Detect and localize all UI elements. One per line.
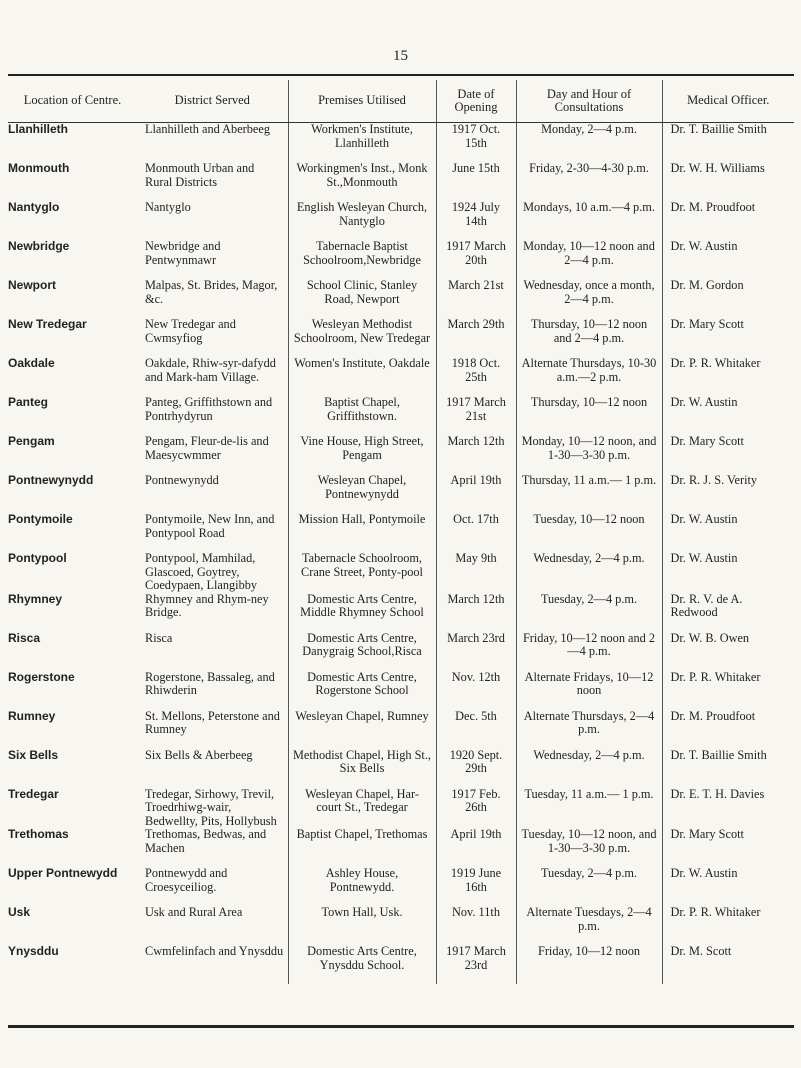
cell-date: March 23rd	[436, 632, 516, 671]
cell-location: Risca	[8, 630, 41, 645]
cell-date: Oct. 17th	[436, 513, 516, 552]
cell-day: Wednesday, 2—4 p.m.	[516, 749, 662, 788]
cell-day: Alternate Tuesdays, 2—4 p.m.	[516, 906, 662, 945]
header-premises: Premises Utilised	[288, 80, 436, 123]
cell-day: Alternate Thursdays, 2—4 p.m.	[516, 710, 662, 749]
cell-date: March 29th	[436, 318, 516, 357]
cell-district: Pontnewydd and Croesyceiliog.	[145, 866, 228, 894]
cell-premises: Wesleyan Chapel, Har-court St., Tredegar	[288, 788, 436, 829]
cell-date: 1917 Oct. 15th	[436, 123, 516, 163]
table-row	[8, 162, 794, 201]
cell-premises: Town Hall, Usk.	[288, 906, 436, 945]
cell-premises: English Wesleyan Church, Nantyglo	[288, 201, 436, 240]
header-officer: Medical Officer.	[662, 80, 794, 123]
cell-date: Dec. 5th	[436, 710, 516, 749]
cell-district: Llanhilleth and Aberbeeg	[145, 122, 270, 136]
cell-officer: Dr. T. Baillie Smith	[662, 749, 794, 788]
cell-officer: Dr. W. H. Williams	[662, 162, 794, 201]
cell-district: Monmouth Urban and Rural Districts	[145, 161, 255, 189]
table-row	[8, 435, 794, 474]
cell-district: New Tredegar and Cwmsyfiog	[145, 317, 236, 345]
table-row	[8, 749, 794, 788]
cell-date: April 19th	[436, 474, 516, 513]
cell-premises: Baptist Chapel, Trethomas	[288, 828, 436, 867]
cell-premises: Tabernacle Baptist Schoolroom,Newbridge	[288, 240, 436, 279]
table-row	[8, 474, 794, 513]
cell-day: Friday, 2-30—4-30 p.m.	[516, 162, 662, 201]
cell-date: May 9th	[436, 552, 516, 593]
cell-date: March 12th	[436, 435, 516, 474]
cell-date: Nov. 12th	[436, 671, 516, 710]
cell-date: 1917 March 20th	[436, 240, 516, 279]
cell-officer: Dr. W. B. Owen	[662, 632, 794, 671]
cell-district: Pontnewynydd	[145, 473, 219, 487]
cell-officer: Dr. M. Gordon	[662, 279, 794, 318]
table-row	[8, 593, 794, 632]
cell-day: Monday, 10—12 noon and 2—4 p.m.	[516, 240, 662, 279]
cell-premises: Domestic Arts Centre, Rogerstone School	[288, 671, 436, 710]
cell-location: Tredegar	[8, 786, 59, 801]
cell-premises: Baptist Chapel, Griffithstown.	[288, 396, 436, 435]
cell-day: Wednesday, once a month, 2—4 p.m.	[516, 279, 662, 318]
cell-date: 1917 Feb. 26th	[436, 788, 516, 829]
cell-officer: Dr. M. Proudfoot	[662, 201, 794, 240]
cell-premises: School Clinic, Stanley Road, Newport	[288, 279, 436, 318]
cell-district: Risca	[145, 630, 173, 645]
cell-day: Tuesday, 2—4 p.m.	[516, 867, 662, 906]
table-row	[8, 201, 794, 240]
table-row	[8, 788, 794, 829]
table-row	[8, 123, 794, 163]
cell-premises: Women's Institute, Oakdale	[288, 357, 436, 396]
cell-date: Nov. 11th	[436, 906, 516, 945]
cell-date: March 21st	[436, 279, 516, 318]
cell-officer: Dr. T. Baillie Smith	[662, 123, 794, 163]
header-row	[8, 80, 794, 123]
cell-location: Rhymney	[8, 591, 63, 606]
cell-day: Mondays, 10 a.m.—4 p.m.	[516, 201, 662, 240]
cell-location: Trethomas	[8, 827, 69, 841]
cell-district: Pontymoile, New Inn, and Pontypool Road	[145, 512, 275, 540]
cell-day: Monday, 10—12 noon, and 1-30—3-30 p.m.	[516, 435, 662, 474]
header-date: Date of Opening	[436, 80, 516, 123]
cell-location: Pontymoile	[8, 512, 73, 526]
cell-day: Thursday, 11 a.m.— 1 p.m.	[516, 474, 662, 513]
cell-officer: Dr. W. Austin	[662, 867, 794, 906]
cell-location: Usk	[8, 905, 31, 919]
header-day: Day and Hour of Consultations	[516, 80, 662, 123]
cell-location: Upper Pontnewydd	[8, 866, 118, 880]
cell-district: Rhymney and Rhym-ney Bridge.	[145, 591, 269, 619]
cell-district: Nantyglo	[145, 200, 191, 214]
cell-officer: Dr. W. Austin	[662, 240, 794, 279]
cell-premises: Wesleyan Chapel, Rumney	[288, 710, 436, 749]
cell-location: Monmouth	[8, 161, 70, 175]
cell-officer: Dr. P. R. Whitaker	[662, 357, 794, 396]
table-row	[8, 279, 794, 318]
cell-day: Tuesday, 10—12 noon, and 1-30—3-30 p.m.	[516, 828, 662, 867]
table-row	[8, 632, 794, 671]
cell-district: Usk and Rural Area	[145, 905, 243, 919]
cell-location: New Tredegar	[8, 317, 87, 331]
cell-officer: Dr. P. R. Whitaker	[662, 906, 794, 945]
cell-district: Newbridge and Pentwynmawr	[145, 239, 221, 267]
header-location: Location of Centre.	[8, 80, 137, 123]
cell-premises: Domestic Arts Centre, Danygraig School,Risca	[288, 632, 436, 671]
cell-location: Six Bells	[8, 747, 59, 762]
cell-date: 1919 June 16th	[436, 867, 516, 906]
cell-district: Tredegar, Sirhowy, Trevil, Troedrhiwg-wair, Bedwellty, Pits, Hollybush	[145, 786, 277, 828]
cell-officer: Dr. R. V. de A. Redwood	[662, 593, 794, 632]
cell-premises: Wesleyan Methodist Schoolroom, New Tredegar	[288, 318, 436, 357]
cell-day: Wednesday, 2—4 p.m.	[516, 552, 662, 593]
table-row	[8, 906, 794, 945]
table-row	[8, 945, 794, 984]
cell-premises: Tabernacle Schoolroom, Crane Street, Ponty-pool	[288, 552, 436, 593]
cell-officer: Dr. Mary Scott	[662, 435, 794, 474]
cell-premises: Mission Hall, Pontymoile	[288, 513, 436, 552]
table-row	[8, 710, 794, 749]
table-row	[8, 396, 794, 435]
table-row	[8, 513, 794, 552]
cell-district: Trethomas, Bedwas, and Machen	[145, 827, 267, 855]
cell-day: Monday, 2—4 p.m.	[516, 123, 662, 163]
table-row	[8, 552, 794, 593]
cell-officer: Dr. P. R. Whitaker	[662, 671, 794, 710]
cell-location: Llanhilleth	[8, 122, 68, 136]
cell-date: March 12th	[436, 593, 516, 632]
cell-district: Malpas, St. Brides, Magor, &c.	[145, 278, 278, 306]
cell-district: Panteg, Griffithstown and Pontrhydyrun	[145, 395, 273, 423]
cell-premises: Ashley House, Pontnewydd.	[288, 867, 436, 906]
cell-district: St. Mellons, Peterstone and Rumney	[145, 708, 280, 736]
cell-location: Pengam	[8, 434, 55, 448]
cell-premises: Wesleyan Chapel, Pontnewynydd	[288, 474, 436, 513]
cell-day: Tuesday, 2—4 p.m.	[516, 593, 662, 632]
header-district: District Served	[137, 80, 288, 123]
table-row	[8, 240, 794, 279]
cell-location: Nantyglo	[8, 200, 60, 214]
cell-officer: Dr. W. Austin	[662, 552, 794, 593]
cell-date: 1918 Oct. 25th	[436, 357, 516, 396]
cell-officer: Dr. W. Austin	[662, 396, 794, 435]
cell-officer: Dr. W. Austin	[662, 513, 794, 552]
cell-location: Pontnewynydd	[8, 473, 94, 487]
cell-district: Rogerstone, Bassaleg, and Rhiwderin	[145, 669, 275, 697]
cell-date: 1920 Sept. 29th	[436, 749, 516, 788]
cell-officer: Dr. Mary Scott	[662, 318, 794, 357]
cell-date: June 15th	[436, 162, 516, 201]
cell-day: Friday, 10—12 noon and 2—4 p.m.	[516, 632, 662, 671]
page-number: 15	[393, 48, 408, 64]
cell-day: Alternate Thursdays, 10-30 a.m.—2 p.m.	[516, 357, 662, 396]
cell-district: Pengam, Fleur-de-lis and Maesycwmmer	[145, 434, 269, 462]
table-row	[8, 867, 794, 906]
table-row	[8, 671, 794, 710]
cell-premises: Domestic Arts Centre, Middle Rhymney School	[288, 593, 436, 632]
cell-premises: Domestic Arts Centre, Ynysddu School.	[288, 945, 436, 984]
top-rule	[8, 74, 794, 76]
clinic-centres-table	[8, 80, 794, 984]
cell-day: Alternate Fridays, 10—12 noon	[516, 671, 662, 710]
cell-date: 1917 March 23rd	[436, 945, 516, 984]
cell-officer: Dr. M. Proudfoot	[662, 710, 794, 749]
cell-location: Pontypool	[8, 551, 67, 565]
cell-date: 1924 July 14th	[436, 201, 516, 240]
cell-location: Oakdale	[8, 356, 55, 370]
cell-officer: Dr. M. Scott	[662, 945, 794, 984]
cell-officer: Dr. Mary Scott	[662, 828, 794, 867]
cell-premises: Methodist Chapel, High St., Six Bells	[288, 749, 436, 788]
cell-day: Thursday, 10—12 noon and 2—4 p.m.	[516, 318, 662, 357]
cell-day: Thursday, 10—12 noon	[516, 396, 662, 435]
cell-location: Newport	[8, 278, 56, 292]
cell-date: 1917 March 21st	[436, 396, 516, 435]
cell-district: Pontypool, Mamhilad, Glascoed, Goytrey, Coedypaen, Llangibby	[145, 551, 258, 592]
cell-premises: Workmen's Institute, Llanhilleth	[288, 123, 436, 163]
cell-day: Tuesday, 11 a.m.— 1 p.m.	[516, 788, 662, 829]
table-row	[8, 318, 794, 357]
cell-location: Panteg	[8, 395, 49, 409]
cell-premises: Workingmen's Inst., Monk St.,Monmouth	[288, 162, 436, 201]
cell-district: Six Bells & Aberbeeg	[145, 747, 253, 762]
cell-officer: Dr. R. J. S. Verity	[662, 474, 794, 513]
cell-premises: Vine House, High Street, Pengam	[288, 435, 436, 474]
cell-location: Ynysddu	[8, 944, 59, 958]
table-row	[8, 357, 794, 396]
cell-day: Tuesday, 10—12 noon	[516, 513, 662, 552]
cell-location: Rogerstone	[8, 669, 75, 684]
cell-officer: Dr. E. T. H. Davies	[662, 788, 794, 829]
cell-location: Rumney	[8, 708, 56, 723]
bottom-rule	[8, 1025, 794, 1028]
cell-district: Cwmfelinfach and Ynysddu	[145, 944, 284, 958]
cell-district: Oakdale, Rhiw-syr-dafydd and Mark-ham Village.	[145, 356, 276, 384]
table-row	[8, 828, 794, 867]
cell-date: April 19th	[436, 828, 516, 867]
cell-location: Newbridge	[8, 239, 70, 253]
cell-day: Friday, 10—12 noon	[516, 945, 662, 984]
